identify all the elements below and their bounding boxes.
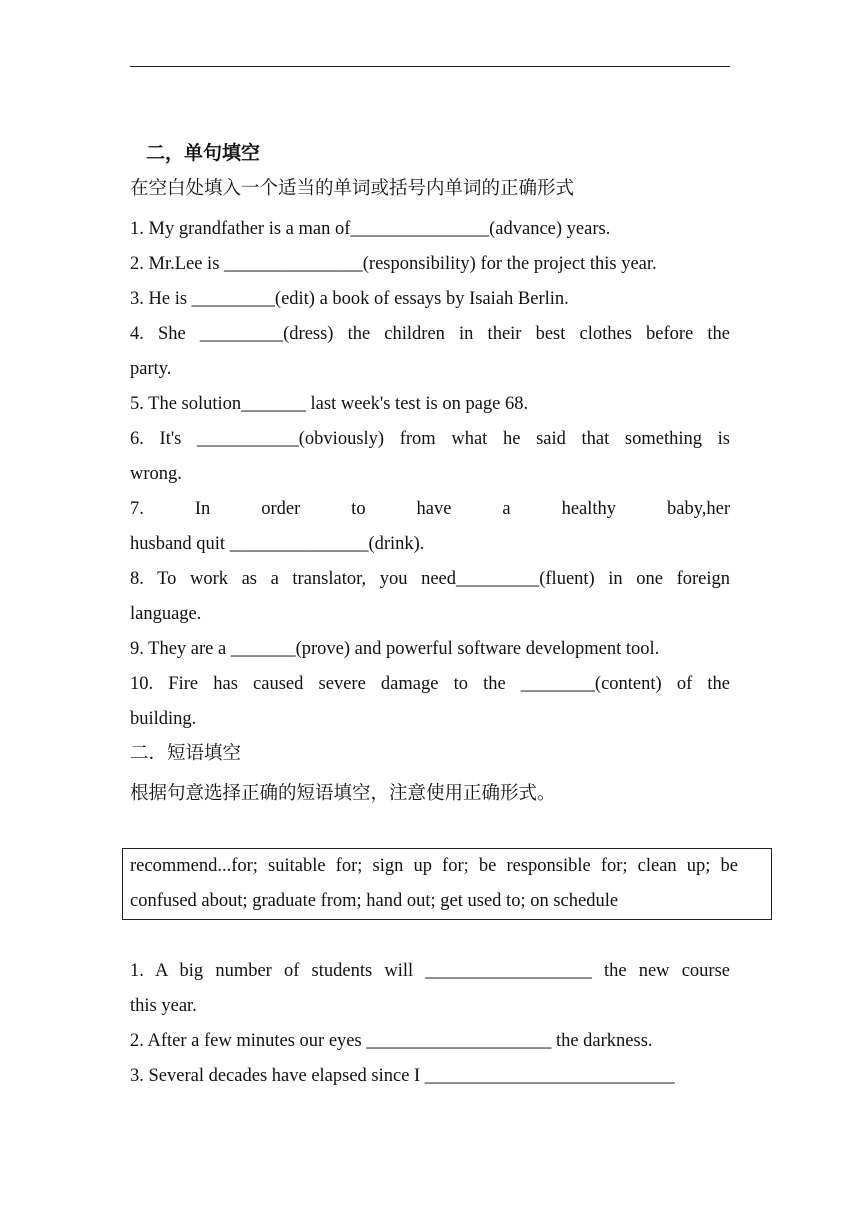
phrase-bank-box	[122, 848, 772, 920]
section1-instruction: 在空白处填入一个适当的单词或括号内单词的正确形式	[130, 179, 575, 199]
phrase-bank-line-1: recommend...for; suitable for; sign up for; be responsible for; clean up; be	[130, 856, 738, 876]
phrase-question-3: 3. Several decades have elapsed since I ___________________________	[130, 1066, 675, 1086]
phrase-question-2: 2. After a few minutes our eyes ____________________ the darkness.	[130, 1031, 653, 1051]
question-10-cont: building.	[130, 709, 197, 729]
question-3: 3. He is _________(edit) a book of essays by Isaiah Berlin.	[130, 289, 569, 309]
section1-heading: 二，单句填空	[146, 143, 261, 164]
question-7: 7. In order to have a healthy baby,her	[130, 499, 730, 519]
question-4: 4. She _________(dress) the children in their best clothes before the	[130, 324, 730, 344]
header-rule	[130, 66, 730, 67]
section2-instruction: 根据句意选择正确的短语填空，注意使用正确形式。	[130, 784, 556, 804]
question-6: 6. It's ___________(obviously) from what he said that something is	[130, 429, 730, 449]
phrase-question-1-cont: this year.	[130, 996, 197, 1016]
question-9: 9. They are a _______(prove) and powerful software development tool.	[130, 639, 660, 659]
question-5: 5. The solution_______ last week's test is on page 68.	[130, 394, 529, 414]
section2-heading: 二．短语填空	[130, 744, 242, 764]
phrase-question-1: 1. A big number of students will __________________ the new course	[130, 961, 730, 981]
question-6-cont: wrong.	[130, 464, 182, 484]
question-7-cont: husband quit _______________(drink).	[130, 534, 425, 554]
phrase-bank-line-2: confused about; graduate from; hand out; get used to; on schedule	[130, 891, 619, 911]
question-8-cont: language.	[130, 604, 202, 624]
question-8: 8. To work as a translator, you need_________(fluent) in one foreign	[130, 569, 730, 589]
question-10: 10. Fire has caused severe damage to the ________(content) of the	[130, 674, 730, 694]
question-1: 1. My grandfather is a man of_______________(advance) years.	[130, 219, 611, 239]
question-4-cont: party.	[130, 359, 172, 379]
question-2: 2. Mr.Lee is _______________(responsibility) for the project this year.	[130, 254, 657, 274]
